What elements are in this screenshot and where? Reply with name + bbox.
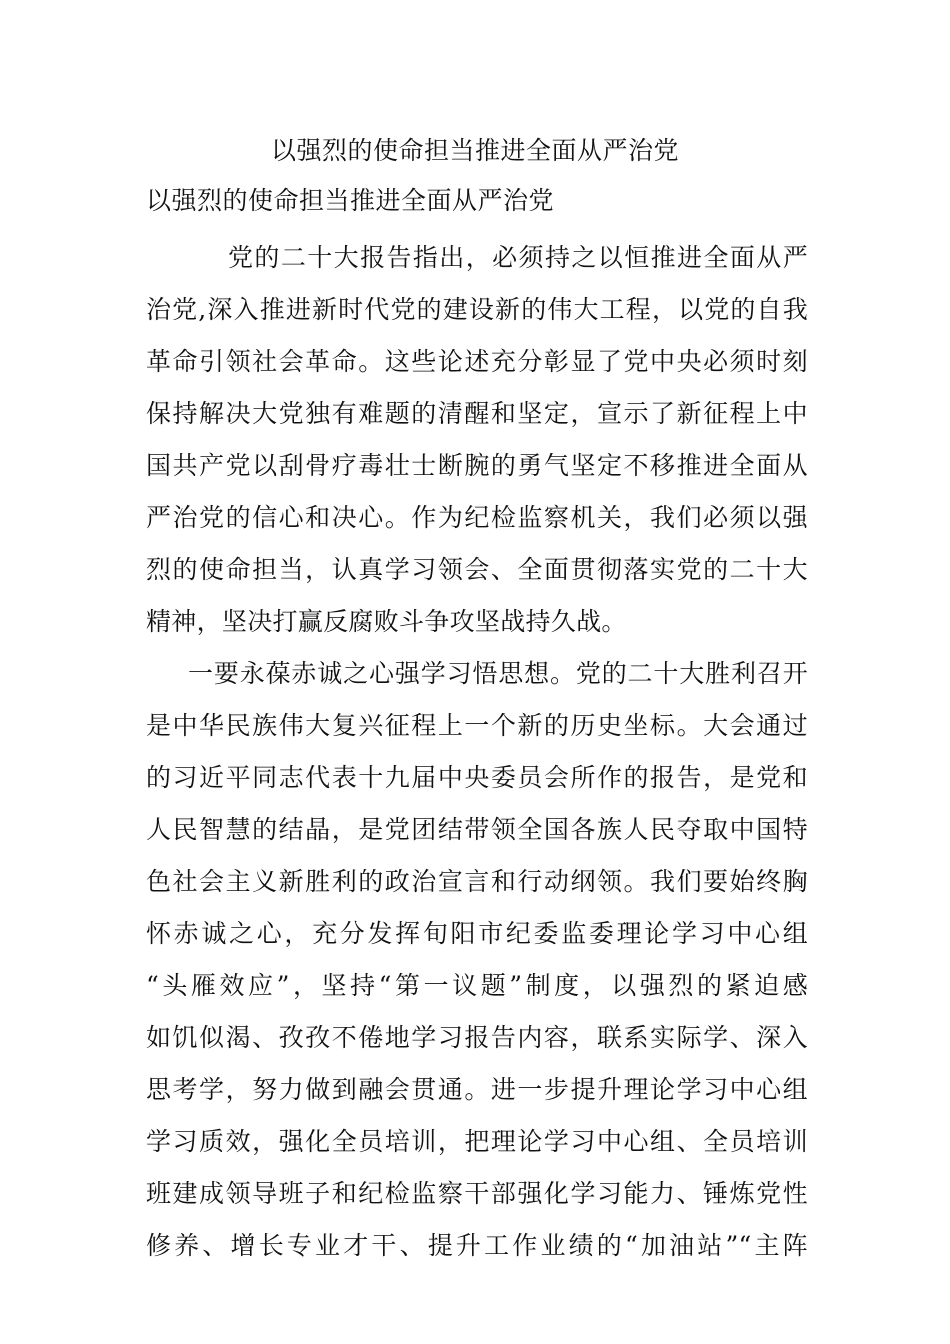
document-title-left: 以强烈的使命担当推进全面从严治党 xyxy=(146,186,555,215)
document-body xyxy=(146,232,808,1272)
text-line: 党的二十大报告指出，必须持之以恒推进全面从严 xyxy=(228,243,808,272)
text-line: 的习近平同志代表十九届中央委员会所作的报告，是党和 xyxy=(146,763,808,792)
text-line: 学习质效，强化全员培训，把理论学习中心组、全员培训 xyxy=(146,1127,808,1156)
text-line: 严治党的信心和决心。作为纪检监察机关，我们必须以强 xyxy=(146,503,808,532)
text-line: 保持解决大党独有难题的清醒和坚定，宣示了新征程上中 xyxy=(146,399,808,428)
document-title-centered: 以强烈的使命担当推进全面从严治党 xyxy=(270,136,679,165)
text-line: 治党,深入推进新时代党的建设新的伟大工程，以党的自我 xyxy=(146,295,808,324)
text-line: 烈的使命担当，认真学习领会、全面贯彻落实党的二十大 xyxy=(146,555,808,584)
text-line: 色社会主义新胜利的政治宣言和行动纲领。我们要始终胸 xyxy=(146,867,808,896)
text-line: 思考学，努力做到融会贯通。进一步提升理论学习中心组 xyxy=(146,1075,808,1104)
text-line: 修养、增长专业才干、提升工作业绩的“加油站”“主阵 xyxy=(146,1231,808,1260)
paragraph-intro xyxy=(146,232,808,648)
text-line: 人民智慧的结晶，是党团结带领全国各族人民夺取中国特 xyxy=(146,815,808,844)
text-line: 国共产党以刮骨疗毒壮士断腕的勇气坚定不移推进全面从 xyxy=(146,451,808,480)
paragraph-one xyxy=(146,648,808,1272)
text-line: 一要永葆赤诚之心强学习悟思想。党的二十大胜利召开 xyxy=(188,659,808,688)
text-line: “头雁效应”，坚持“第一议题”制度，以强烈的紧迫感 xyxy=(146,971,808,1000)
text-line: 革命引领社会革命。这些论述充分彰显了党中央必须时刻 xyxy=(146,347,808,376)
text-line: 班建成领导班子和纪检监察干部强化学习能力、锤炼党性 xyxy=(146,1179,808,1208)
text-line: 如饥似渴、孜孜不倦地学习报告内容，联系实际学、深入 xyxy=(146,1023,808,1052)
text-line: 是中华民族伟大复兴征程上一个新的历史坐标。大会通过 xyxy=(146,711,808,740)
text-line: 怀赤诚之心，充分发挥旬阳市纪委监委理论学习中心组 xyxy=(146,919,808,948)
text-line: 精神，坚决打赢反腐败斗争攻坚战持久战。 xyxy=(146,607,627,636)
